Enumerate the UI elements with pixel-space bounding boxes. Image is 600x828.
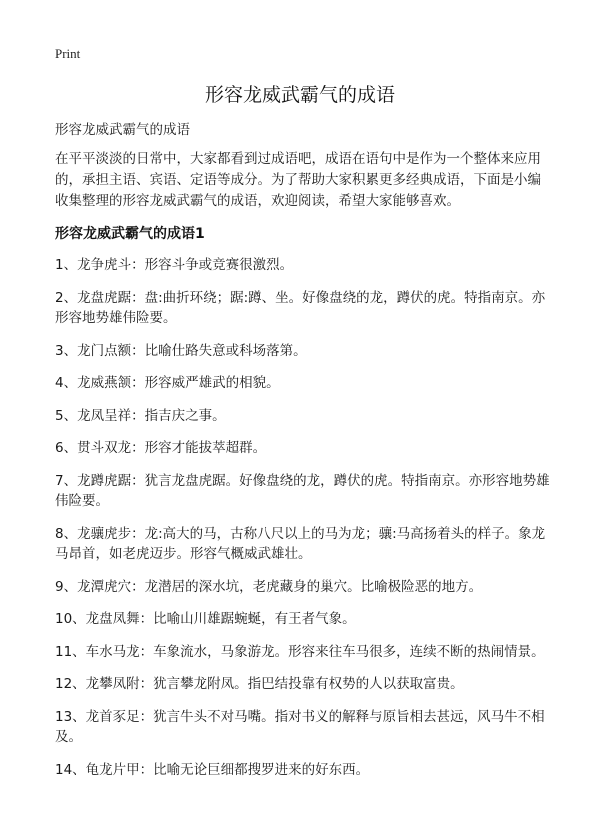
page-title: 形容龙威武霸气的成语	[204, 84, 395, 106]
idiom-entry: 14、龟龙片甲：比喻无论巨细都搜罗进来的好东西。	[55, 761, 370, 778]
idiom-entry: 3、龙门点额：比喻仕路失意或科场落第。	[55, 342, 307, 359]
idiom-entry: 2、龙盘虎踞：盘:曲折环绕；踞:蹲、坐。好像盘绕的龙，蹲伏的虎。特指南京。亦形容地势雄伟险要。	[55, 289, 546, 326]
article-body	[55, 120, 551, 792]
idiom-entry: 5、龙凤呈祥：指吉庆之事。	[55, 407, 226, 424]
print-link[interactable]: Print	[55, 46, 81, 61]
idiom-entry: 12、龙攀凤附：犹言攀龙附凤。指巴结投靠有权势的人以获取富贵。	[55, 676, 464, 692]
idiom-entry: 9、龙潭虎穴：龙潜居的深水坑，老虎藏身的巢穴。比喻极险恶的地方。	[55, 578, 483, 595]
section-heading: 形容龙威武霸气的成语1	[55, 226, 205, 242]
idiom-entry: 1、龙争虎斗：形容斗争或竞赛很激烈。	[55, 257, 294, 273]
idiom-entry: 7、龙蹲虎踞：犹言龙盘虎踞。好像盘绕的龙，蹲伏的虎。特指南京。亦形容地势雄伟险要。	[55, 472, 550, 509]
idiom-entry: 11、车水马龙：车象流水，马象游龙。形容来往车马很多，连续不断的热闹情景。	[55, 643, 545, 660]
idiom-entry: 13、龙首豕足：犹言牛头不对马嘴。指对书义的解释与原旨相去甚远，风马牛不相及。	[55, 708, 545, 745]
article-subtitle: 形容龙威武霸气的成语	[55, 122, 190, 138]
idiom-entry: 8、龙骧虎步：龙:高大的马，古称八尺以上的马为龙；骧:马高扬着头的样子。象龙马昂首，如老虎迈步。形容气概威武雄壮。	[55, 525, 546, 562]
idiom-entry: 10、龙盘凤舞：比喻山川雄踞蜿蜒，有王者气象。	[55, 611, 356, 627]
intro-paragraph: 在平平淡淡的日常中，大家都看到过成语吧，成语在语句中是作为一个整体来应用的，承担主语、宾语、定语等成分。为了帮助大家积累更多经典成语，下面是小编收集整理的形容龙威武霸气的成语，欢迎阅读，希望大家能够喜欢。	[55, 151, 541, 209]
idiom-entry: 4、龙威燕颔：形容威严雄武的相貌。	[55, 375, 280, 391]
idiom-entry: 6、贯斗双龙：形容才能拔萃超群。	[55, 440, 267, 456]
